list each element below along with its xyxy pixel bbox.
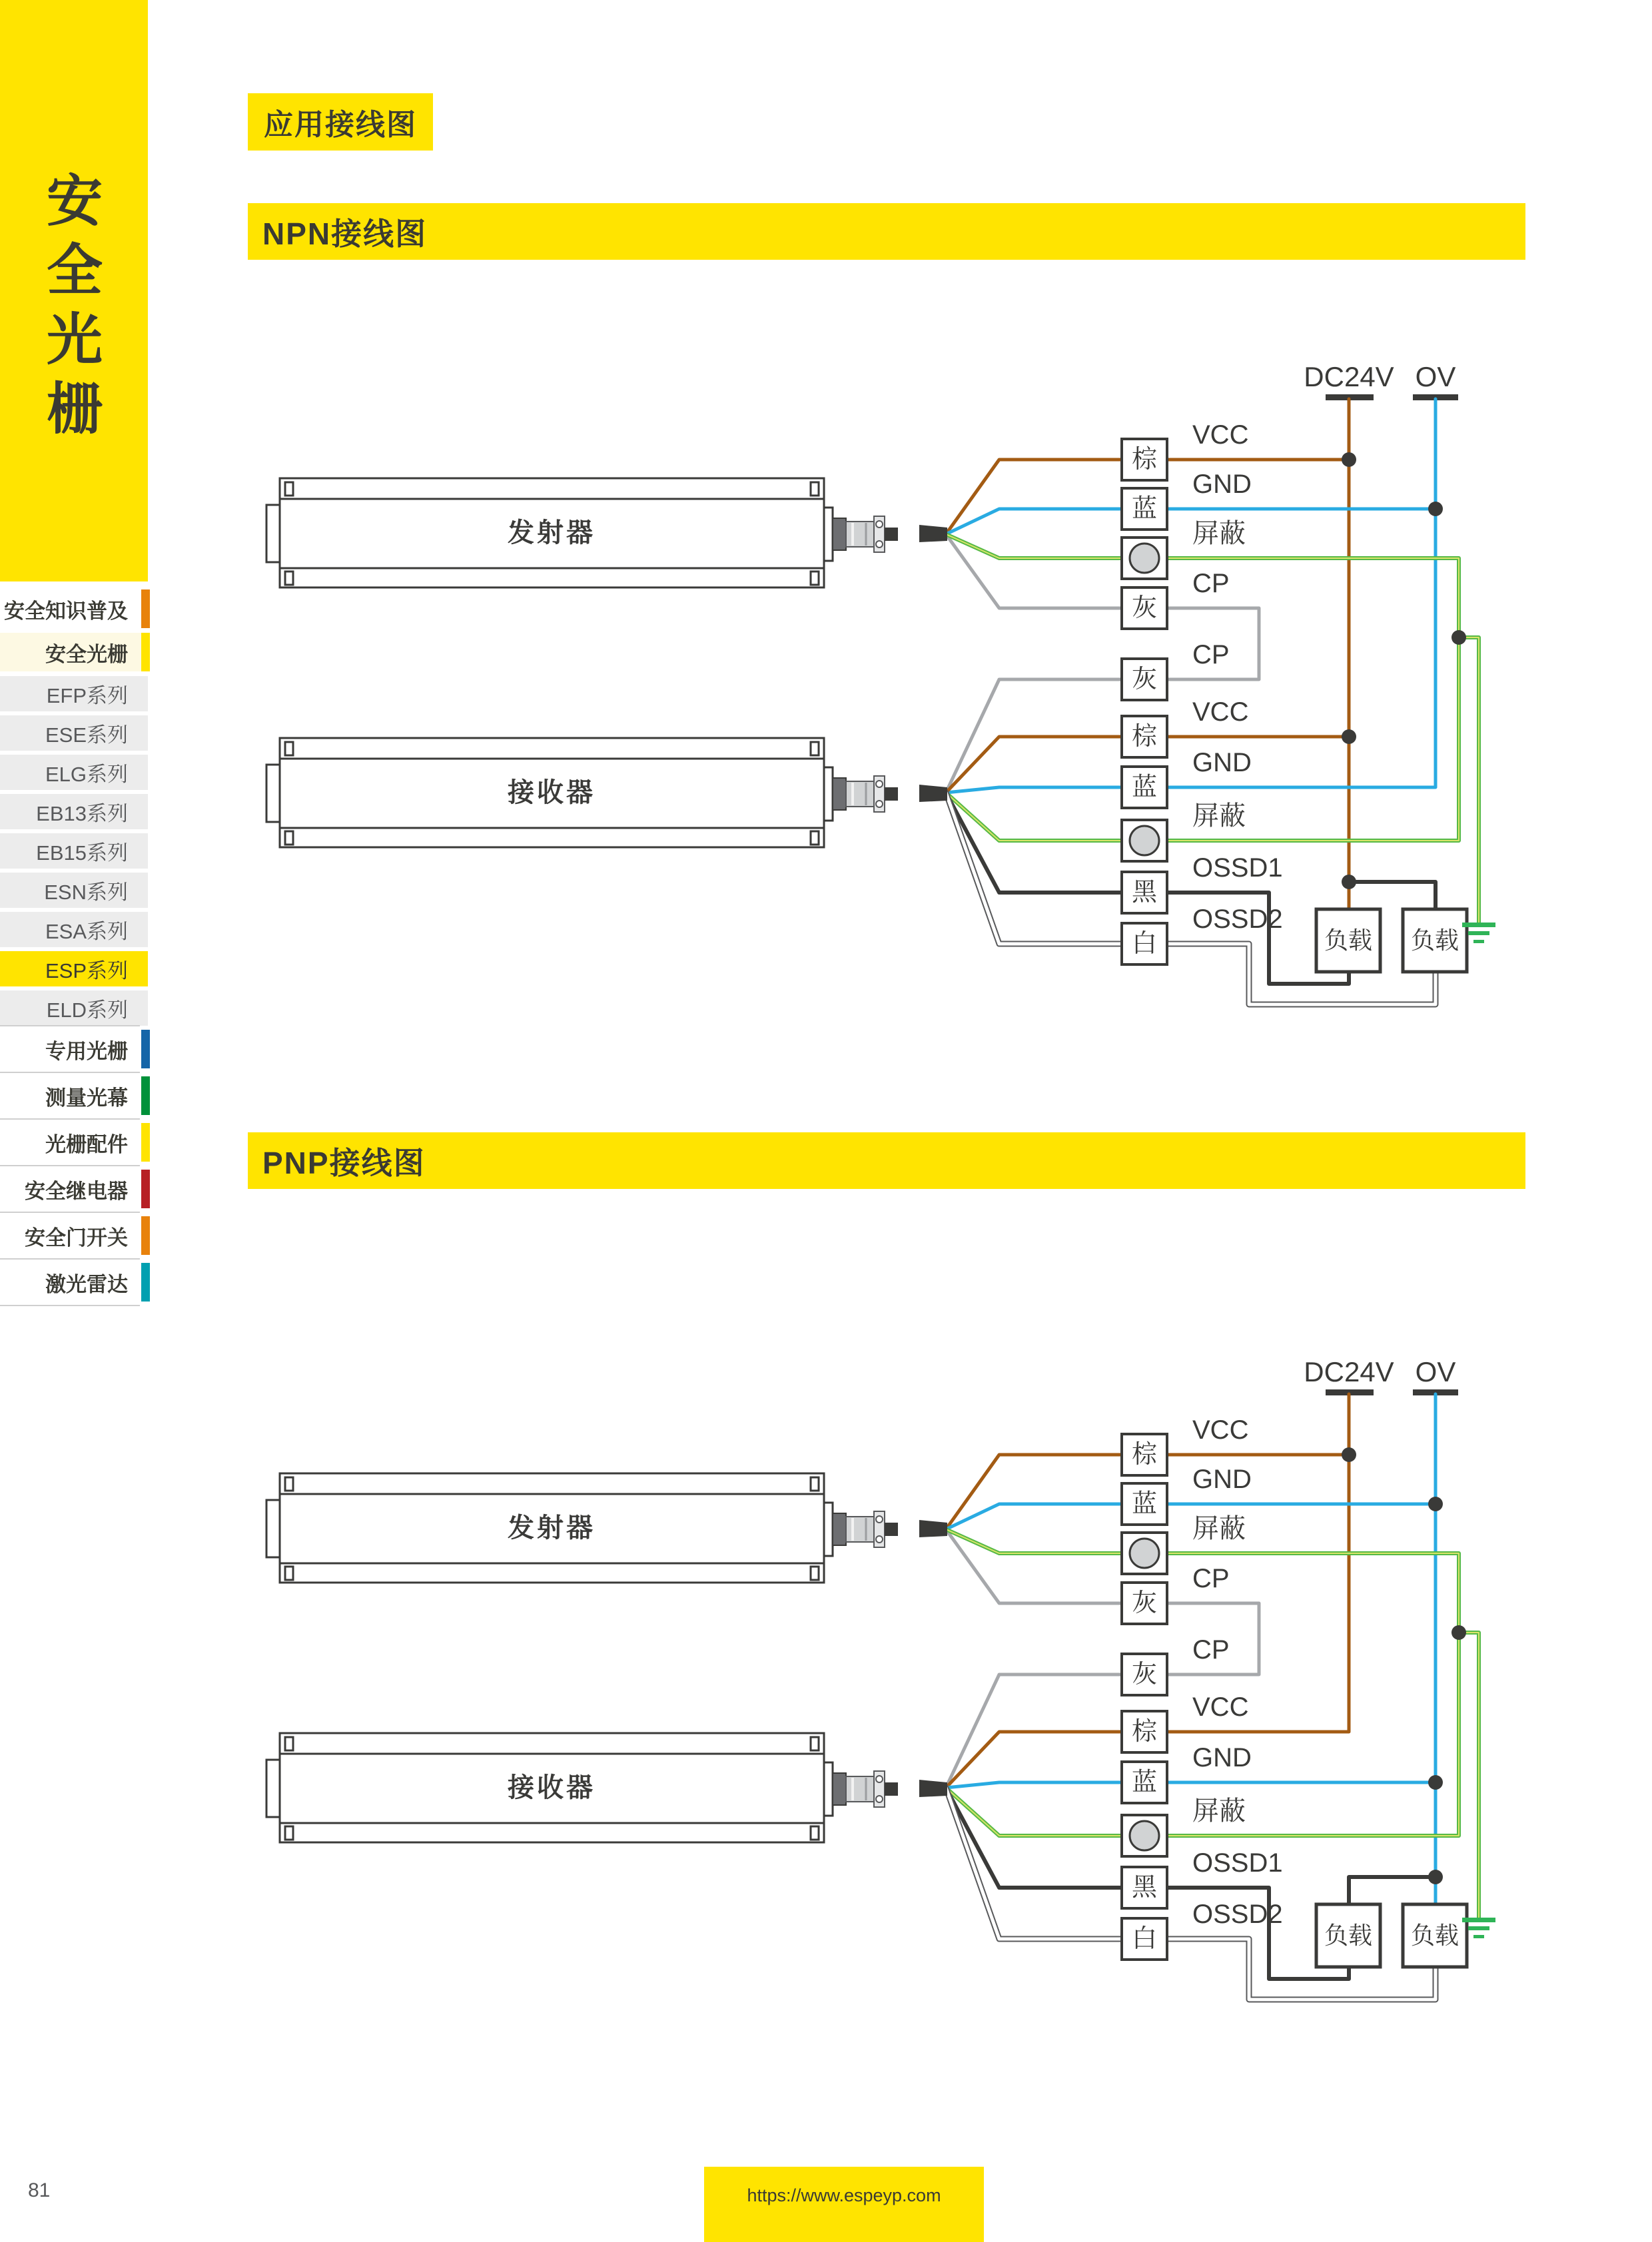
rx-signal-1: VCC [1192, 1692, 1249, 1722]
sidebar-yellow-band [0, 0, 148, 581]
sidebar-menu [0, 589, 148, 1309]
pnp-wiring-diagram [233, 1355, 1552, 2028]
sidebar-item-11[interactable]: 专用光栅 [0, 1030, 148, 1068]
tx-signal-2: 屏蔽 [1192, 519, 1246, 548]
power-0v-label: OV [1415, 1356, 1456, 1387]
tx-signal-3: CP [1192, 569, 1230, 598]
rx-signal-5: OSSD2 [1192, 1900, 1283, 1929]
tx-wire-color-1: 蓝 [1131, 1490, 1158, 1518]
tx-wire-color-0: 棕 [1131, 1441, 1158, 1469]
rx-wire-color-0: 灰 [1131, 665, 1158, 693]
accent-bar [141, 1216, 150, 1255]
tx-signal-0: VCC [1192, 420, 1249, 450]
transmitter-label: 发射器 [508, 1513, 596, 1543]
load1-label: 负载 [1324, 1922, 1373, 1949]
footer-url[interactable]: https://www.espeyp.com [747, 2185, 941, 2205]
tx-signal-1: GND [1192, 470, 1252, 499]
rx-signal-5: OSSD2 [1192, 905, 1283, 934]
rx-signal-0: CP [1192, 640, 1230, 669]
rx-signal-4: OSSD1 [1192, 1848, 1283, 1878]
tx-signal-0: VCC [1192, 1415, 1249, 1445]
sidebar-item-8[interactable]: ESA系列 [0, 912, 148, 947]
sidebar-item-6[interactable]: EB15系列 [0, 833, 148, 869]
rx-signal-4: OSSD1 [1192, 853, 1283, 883]
rx-wire-color-0: 灰 [1131, 1661, 1158, 1688]
transmitter-label: 发射器 [508, 518, 596, 548]
npn-section-banner: NPN接线图 [248, 203, 1525, 260]
sidebar-item-12[interactable]: 测量光幕 [0, 1076, 148, 1115]
rx-signal-0: CP [1192, 1635, 1230, 1665]
rx-wire-color-1: 棕 [1131, 1718, 1158, 1746]
power-24v-label: DC24V [1304, 1356, 1394, 1387]
rx-signal-2: GND [1192, 1743, 1252, 1772]
accent-bar [141, 1030, 150, 1068]
receiver-label: 接收器 [508, 778, 596, 807]
sidebar-item-13[interactable]: 光栅配件 [0, 1123, 148, 1162]
load1-label: 负载 [1324, 927, 1373, 954]
pnp-section-banner: PNP接线图 [248, 1132, 1525, 1189]
sidebar-item-7[interactable]: ESN系列 [0, 873, 148, 908]
accent-bar [141, 633, 150, 671]
load2-label: 负载 [1410, 927, 1459, 954]
rx-wire-color-5: 白 [1131, 930, 1158, 958]
accent-bar [141, 589, 150, 628]
rx-wire-color-4: 黑 [1131, 879, 1158, 907]
accent-bar [141, 1123, 150, 1162]
accent-bar [141, 1263, 150, 1302]
sidebar-item-4[interactable]: ELG系列 [0, 755, 148, 790]
load2-label: 负载 [1410, 1922, 1459, 1949]
rx-wire-color-2: 蓝 [1131, 1768, 1158, 1796]
sidebar-item-2[interactable]: EFP系列 [0, 676, 148, 711]
power-24v-label: DC24V [1304, 361, 1394, 392]
tx-wire-color-3: 灰 [1131, 594, 1158, 622]
tx-wire-color-0: 棕 [1131, 446, 1158, 474]
rx-wire-color-2: 蓝 [1131, 773, 1158, 801]
sidebar-item-14[interactable]: 安全继电器 [0, 1170, 148, 1208]
sidebar-item-15[interactable]: 安全门开关 [0, 1216, 148, 1255]
tx-signal-1: GND [1192, 1465, 1252, 1494]
tx-signal-3: CP [1192, 1564, 1230, 1593]
power-0v-label: OV [1415, 361, 1456, 392]
page-number: 81 [28, 2179, 51, 2201]
accent-bar [141, 1076, 150, 1115]
sidebar-item-0[interactable]: 安全知识普及 [0, 589, 148, 628]
sidebar-item-16[interactable]: 激光雷达 [0, 1263, 148, 1302]
section-badge: 应用接线图 [248, 93, 433, 151]
rx-signal-3: 屏蔽 [1192, 1796, 1246, 1826]
sidebar-item-1[interactable]: 安全光栅 [0, 633, 148, 671]
rx-wire-color-1: 棕 [1131, 723, 1158, 751]
sidebar-item-9[interactable]: ESP系列 [0, 951, 148, 986]
tx-signal-2: 屏蔽 [1192, 1514, 1246, 1543]
rx-signal-2: GND [1192, 748, 1252, 777]
npn-wiring-diagram [233, 360, 1552, 1032]
receiver-label: 接收器 [508, 1773, 596, 1802]
sidebar-item-3[interactable]: ESE系列 [0, 715, 148, 751]
accent-bar [141, 1170, 150, 1208]
rx-wire-color-4: 黑 [1131, 1874, 1158, 1902]
footer-url-bar [704, 2167, 984, 2242]
tx-wire-color-3: 灰 [1131, 1589, 1158, 1617]
sidebar-vertical-title: 安全光栅 [46, 170, 103, 440]
sidebar-item-5[interactable]: EB13系列 [0, 794, 148, 829]
tx-wire-color-1: 蓝 [1131, 495, 1158, 523]
rx-wire-color-5: 白 [1131, 1925, 1158, 1953]
sidebar-item-10[interactable]: ELD系列 [0, 990, 148, 1026]
rx-signal-1: VCC [1192, 697, 1249, 727]
rx-signal-3: 屏蔽 [1192, 801, 1246, 831]
